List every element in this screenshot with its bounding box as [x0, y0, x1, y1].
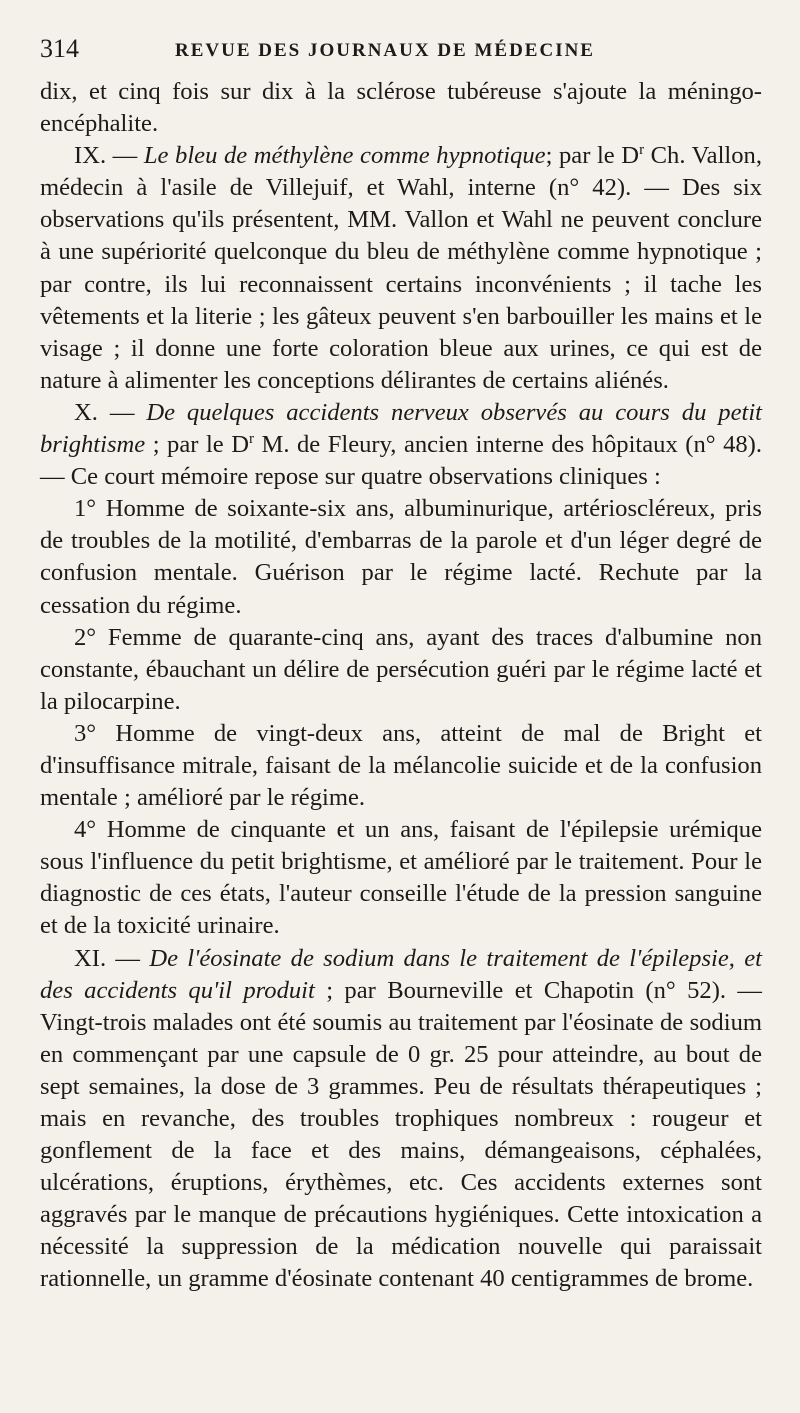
observation-2: 2° Femme de quarante-cinq ans, ayant des traces d'albumine non constante, ébauchant un délire de persécution guéri par le régime lacté et la pilocarpine. [40, 623, 762, 715]
superscript: r [639, 142, 645, 158]
section-number: XI. — [74, 944, 150, 972]
article-title: Le bleu de méthylène comme hypnotique [143, 142, 546, 170]
paragraph-text: Ch. Vallon, médecin à l'asile de Villejuif, et Wahl, interne (n° 42). — Des six observations qu'ils présentent, MM. Vallon et Wahl ne peuvent conclure à une supériorité quelconque du bleu de méthylène comme hypnotique ; par contre, ils lui reconnaissent certains inconvénients ; il tache les vêtements et la literie ; les gâteux peuvent s'en barbouiller les mains et le visage ; il donne une forte coloration bleue aux urines, ce qui est de nature à alimenter les conceptions délirantes de certains aliénés. [40, 142, 762, 394]
article-title: De l'éosinate de sodium dans le traitement de l'épilepsie, et des accidents qu'il produit [40, 944, 762, 1004]
body-text [40, 76, 762, 1296]
book-page [40, 26, 762, 1296]
page-number: 314 [40, 34, 79, 63]
paragraph-continuation: dix, et cinq fois sur dix à la sclérose tubéreuse s'ajoute la méningo-encéphalite. [40, 78, 762, 138]
paragraph-text: ; par le D [545, 142, 640, 170]
running-head: REVUE DES JOURNAUX DE MÉDECINE [175, 40, 595, 61]
section-number: X. — [74, 398, 147, 426]
section-number: IX. — [74, 142, 144, 170]
page-header [40, 26, 762, 66]
paragraph-text: ; par le D [145, 431, 249, 459]
paragraph-text: M. de Fleury, ancien interne des hôpitaux (n° 48). — Ce court mémoire repose sur quatre observations cliniques : [40, 431, 763, 491]
superscript: r [248, 430, 254, 447]
paragraph-xi [40, 943, 762, 1296]
article-title: De quelques accidents nerveux observés au cours du petit brightisme [40, 398, 762, 459]
paragraph-x [40, 397, 762, 493]
paragraph-ix [40, 140, 762, 397]
observation-1: 1° Homme de soixante-six ans, albuminurique, artérioscléreux, pris de troubles de la motilité, d'embarras de la parole et d'un léger degré de confusion mentale. Guérison par le régime lacté. Rechute par la cessation du régime. [40, 495, 762, 619]
observation-4: 4° Homme de cinquante et un ans, faisant de l'épilepsie urémique sous l'influence du petit brightisme, et amélioré par le traitement. Pour le diagnostic de ces états, l'auteur conseille l'étude de la pression sanguine et de la toxicité urinaire. [40, 816, 762, 940]
paragraph-text: ; par Bourneville et Chapotin (n° 52). — Vingt-trois malades ont été soumis au traitement par l'éosinate de sodium en commençant par une capsule de 0 gr. 25 pour atteindre, au bout de sept semaines, la dose de 3 grammes. Peu de résultats thérapeutiques ; mais en revanche, des troubles trophiques nombreux : rougeur et gonflement de la face et des mains, démangeaisons, céphalées, ulcérations, éruptions, érythèmes, etc. Ces accidents externes sont aggravés par le manque de précautions hygiéniques. Cette intoxication a nécessité la suppression de la médication nouvelle qui paraissait rationnelle, un gramme d'éosinate contenant 40 centigrammes de brome. [40, 976, 763, 1293]
observation-3: 3° Homme de vingt-deux ans, atteint de mal de Bright et d'insuffisance mitrale, faisant de la mélancolie suicide et de la confusion mentale ; amélioré par le régime. [40, 719, 762, 812]
